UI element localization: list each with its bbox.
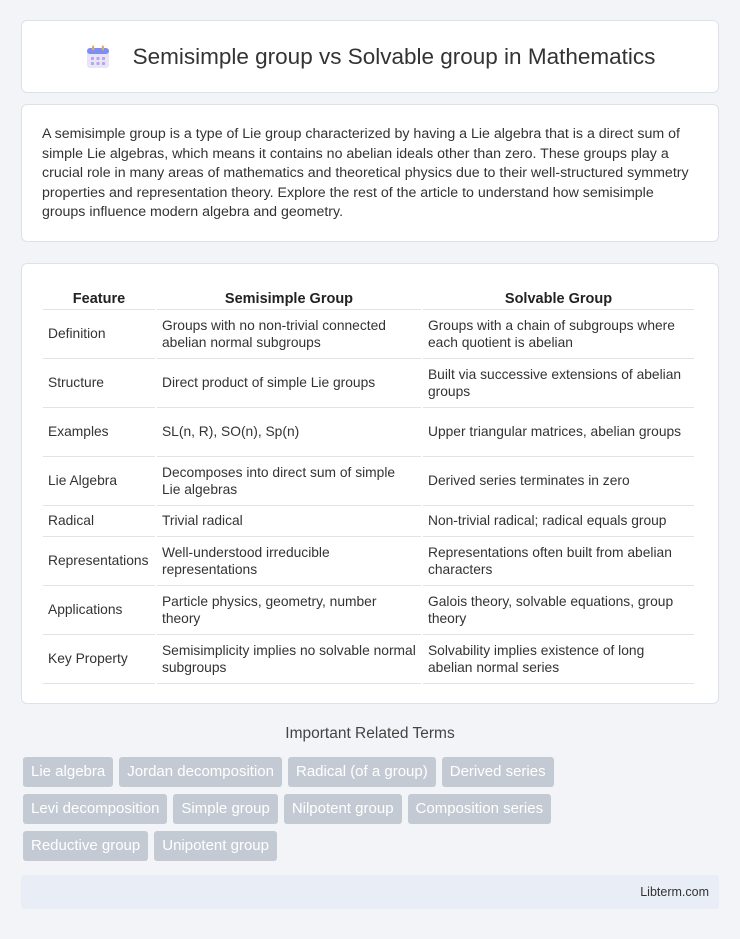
related-terms-title: Important Related Terms [285,725,455,742]
table-row [43,506,694,537]
feature-cell: Key Property [43,635,155,684]
tag-nilpotent-group[interactable]: Nilpotent group [284,794,402,824]
semisimple-cell: Direct product of simple Lie groups [157,359,421,408]
header-solvable: Solvable Group [423,286,694,310]
related-terms-list [23,757,723,868]
semisimple-cell: Semisimplicity implies no solvable normal subgroups [157,635,421,684]
page-title: Semisimple group vs Solvable group in Mathematics [132,43,656,69]
solvable-cell: Non-trivial radical; radical equals group [423,506,694,537]
intro-paragraph: A semisimple group is a type of Lie group characterized by having a Lie algebra that is a direct sum of simple Lie algebras, which means it contains no abelian ideals other than zero. These groups play a crucial role in many areas of mathematics and theoretical physics due to their well-structured symmetry properties and representation theory. Explore the rest of the article to understand how semisimple groups influence modern algebra and geometry. [42,126,689,221]
semisimple-cell: Particle physics, geometry, number theory [157,586,421,635]
feature-cell: Radical [43,506,155,537]
table-row [43,586,694,635]
tag-row [23,831,723,861]
calendar-icon [85,44,111,70]
table-row [43,310,694,359]
semisimple-cell: Well-understood irreducible representations [157,537,421,586]
solvable-cell: Built via successive extensions of abelian groups [423,359,694,408]
feature-cell: Representations [43,537,155,586]
tag-derived-series[interactable]: Derived series [442,757,554,787]
tag-jordan-decomposition[interactable]: Jordan decomposition [119,757,282,787]
header-feature: Feature [43,286,155,310]
table-row [43,457,694,506]
semisimple-cell: SL(n, R), SO(n), Sp(n) [157,408,421,457]
solvable-cell: Derived series terminates in zero [423,457,694,506]
table-row [43,408,694,457]
solvable-cell: Representations often built from abelian characters [423,537,694,586]
tag-radical[interactable]: Radical (of a group) [288,757,436,787]
table-row [43,635,694,684]
table-row [43,359,694,408]
comparison-table-card [21,263,719,704]
tag-row [23,794,723,824]
solvable-cell: Solvability implies existence of long abelian normal series [423,635,694,684]
footer-site-link[interactable]: Libterm.com [640,885,709,899]
header-semisimple: Semisimple Group [157,286,421,310]
tag-levi-decomposition[interactable]: Levi decomposition [23,794,167,824]
semisimple-cell: Trivial radical [157,506,421,537]
feature-cell: Applications [43,586,155,635]
comparison-table [41,286,696,684]
tag-reductive-group[interactable]: Reductive group [23,831,148,861]
semisimple-cell: Decomposes into direct sum of simple Lie algebras [157,457,421,506]
feature-cell: Lie Algebra [43,457,155,506]
tag-unipotent-group[interactable]: Unipotent group [154,831,277,861]
feature-cell: Definition [43,310,155,359]
feature-cell: Structure [43,359,155,408]
tag-lie-algebra[interactable]: Lie algebra [23,757,113,787]
tag-composition-series[interactable]: Composition series [408,794,552,824]
table-row [43,537,694,586]
intro-card [21,104,719,242]
feature-cell: Examples [43,408,155,457]
footer [21,875,719,909]
solvable-cell: Galois theory, solvable equations, group theory [423,586,694,635]
semisimple-cell: Groups with no non-trivial connected abelian normal subgroups [157,310,421,359]
tag-row [23,757,723,787]
table-header-row [43,286,694,310]
solvable-cell: Upper triangular matrices, abelian groups [423,408,694,457]
solvable-cell: Groups with a chain of subgroups where each quotient is abelian [423,310,694,359]
tag-simple-group[interactable]: Simple group [173,794,277,824]
title-card [21,20,719,93]
